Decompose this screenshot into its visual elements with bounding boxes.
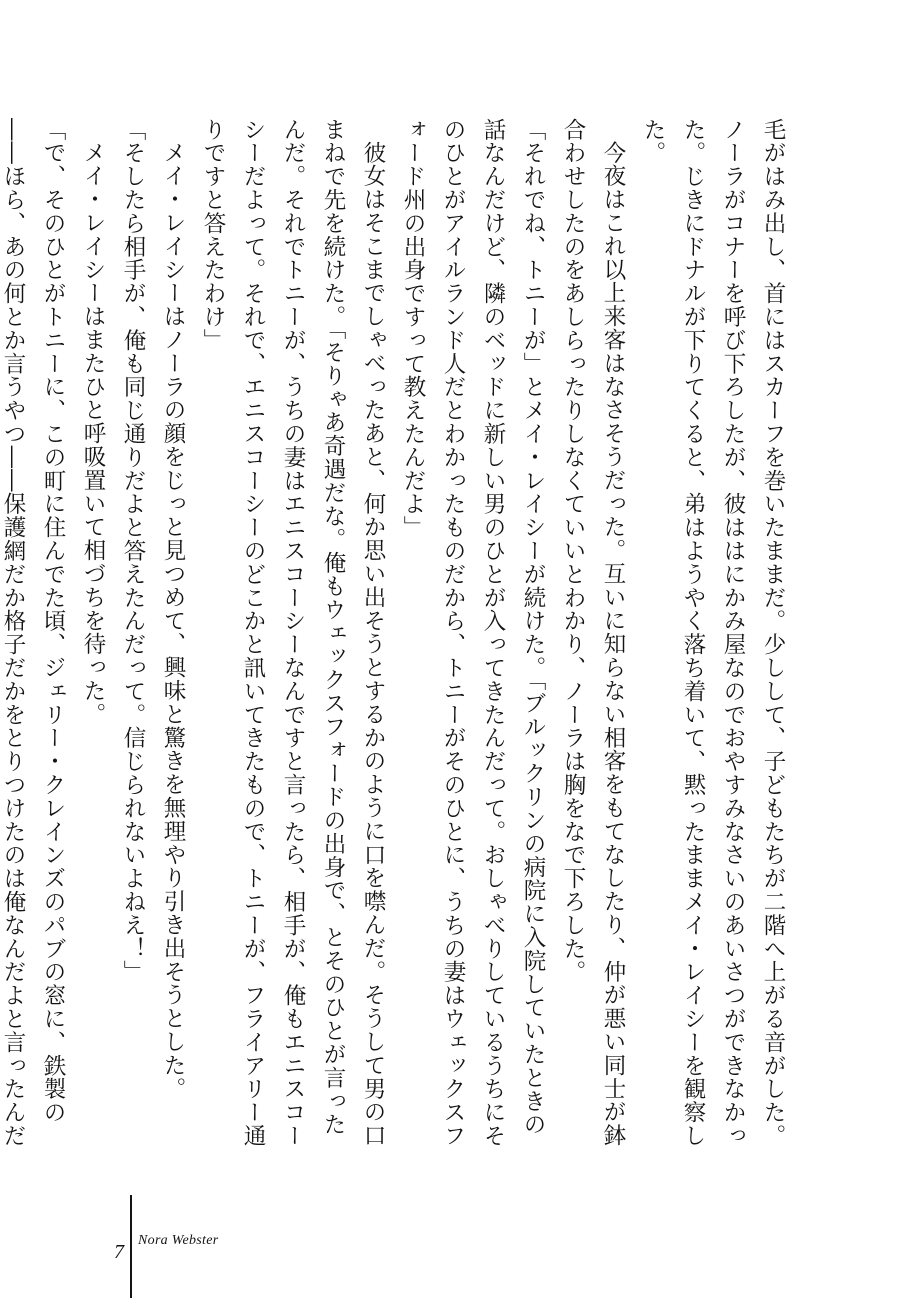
paragraph-8: 「で、そのひとがトニーに、この町に住んでた頃、ジェリー・クレインズのパブの窓に、鉄製の――ほら、あの何とか言うやつ――保護網だか格子だかをとりつけたのは俺なんだよと言ったんだ xyxy=(0,118,66,1148)
paragraph-3: 「それでね、トニーが」とメイ・レイシーが続けた。「ブルックリンの病院に入院していたときの話なんだけど、隣のベッドに新しい男のひとが入ってきたんだって。おしゃべりしているうちにそのひとがアイルランド人だとわかったものだから、トニーがそのひとに、うちの妻はウェックスフォード州の出身ですって教えたんだよ」 xyxy=(400,118,546,1148)
paragraph-4: 彼女はそこまでしゃべったあと、何か思い出そうとするかのように口を噤んだ。そうして男の口まねで先を続けた。「そりゃあ奇遇だな。俺もウェックスフォードの出身で、とそのひとが言ったんだ。それでトニーが、うちの妻はエニスコーシーなんですと言ったら、相手が、俺もエニスコーシーだよって。それで、エニスコーシーのどこかと訊いてきたもので、トニーが、フライアリー通りですと答えたわけ」 xyxy=(200,118,386,1148)
body-text-vertical xyxy=(0,118,793,1158)
paragraph-6: 「そしたら相手が、俺も同じ通りだよと答えたんだって。信じられないよねえ！」 xyxy=(120,118,146,984)
paragraph-1: 毛がはみ出し、首にはスカーフを巻いたままだ。少しして、子どもたちが二階へ上がる音がした。ノーラがコナーを呼び下ろしたが、彼ははにかみ屋なのでおやすみなさいのあいさつができなかった。じきにドナルが下りてくると、弟はようやく落ち着いて、黙ったままメイ・レイシーを観察した。 xyxy=(640,118,786,1148)
paragraph-7: メイ・レイシーはまたひと呼吸置いて相づちを待った。 xyxy=(80,140,106,726)
paragraph-2: 今夜はこれ以上来客はなさそうだった。互いに知らない相客をもてなしたり、仲が悪い同士が鉢合わせしたのをあしらったりしなくていいとわかり、ノーラは胸をなで下ろした。 xyxy=(560,118,626,1147)
page-number: 7 xyxy=(114,1241,124,1263)
footer-divider xyxy=(130,1195,132,1298)
running-title: Nora Webster xyxy=(138,1233,219,1248)
paragraph-5: メイ・レイシーはノーラの顔をじっと見つめて、興味と驚きを無理やり引き出そうとした。 xyxy=(160,140,186,1100)
